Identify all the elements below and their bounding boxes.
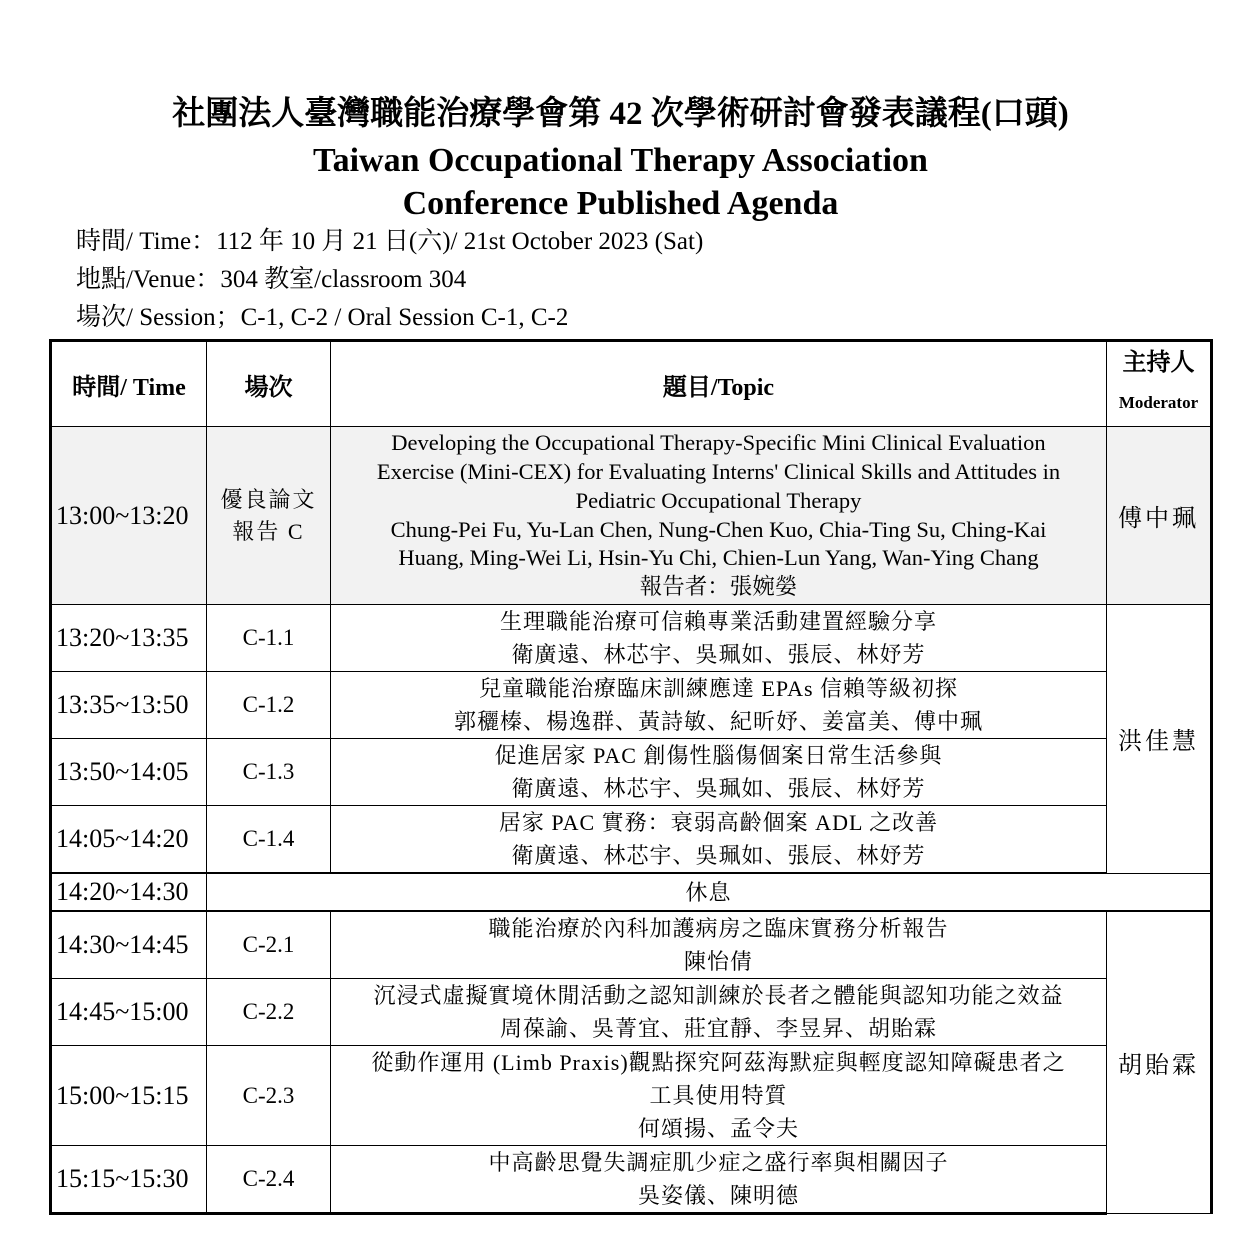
venue-info: 地點/Venue：304 教室/classroom 304: [76, 266, 467, 293]
row-time: 13:20~13:35: [51, 605, 207, 672]
authors-line: Chung-Pei Fu, Yu-Lan Chen, Nung-Chen Kuo, Chia-Ting Su, Ching-Kai: [390, 516, 1047, 542]
table-header-row: [51, 341, 1212, 427]
table-row-award: [51, 427, 1212, 605]
row-time: 14:05~14:20: [51, 806, 207, 874]
authors-line: 何頌揚、孟令夫: [637, 1116, 799, 1141]
topic-line: 兒童職能治療臨床訓練應達 EPAs 信賴等級初探: [478, 676, 959, 701]
page-title-zh: 社團法人臺灣職能治療學會第 42 次學術研討會發表議程(口頭): [172, 96, 1069, 132]
session-label-2: 報告 C: [232, 518, 305, 544]
header-moderator-zh: 主持人: [1122, 350, 1195, 376]
agenda-table: [49, 339, 1213, 1215]
moderator-c2: 胡貽霖: [1107, 911, 1212, 1214]
row-topic: [331, 605, 1107, 672]
table-row: [51, 806, 1212, 874]
time-info: 時間/ Time：112 年 10 月 21 日(六)/ 21st October 2023 (Sat): [76, 228, 704, 255]
authors-line: 吳姿儀、陳明德: [637, 1183, 799, 1208]
topic-line: 工具使用特質: [649, 1083, 788, 1108]
row-time: 13:50~14:05: [51, 739, 207, 806]
page-title-en-line2: Conference Published Agenda: [402, 185, 839, 222]
table-row: [51, 979, 1212, 1046]
row-topic: [331, 1046, 1107, 1146]
row-time: 15:00~15:15: [51, 1046, 207, 1146]
row-topic: [331, 427, 1107, 605]
topic-line: Exercise (Mini-CEX) for Evaluating Interns' Clinical Skills and Attitudes in: [376, 459, 1061, 485]
topic-line: 從動作運用 (Limb Praxis)觀點探究阿茲海默症與輕度認知障礙患者之: [371, 1050, 1066, 1075]
header-time: 時間/ Time: [51, 341, 207, 427]
table-row-break: [51, 873, 1212, 911]
table-row: [51, 739, 1212, 806]
authors-line: 周葆諭、吳菁宜、莊宜靜、李昱昇、胡貽霖: [499, 1016, 937, 1041]
authors-line: 衛廣遠、林芯宇、吳珮如、張辰、林妤芳: [511, 776, 926, 801]
row-time: 14:20~14:30: [51, 873, 207, 911]
topic-line: 沉浸式虛擬實境休閒活動之認知訓練於長者之體能與認知功能之效益: [373, 983, 1064, 1008]
authors-line: 衛廣遠、林芯宇、吳珮如、張辰、林妤芳: [511, 843, 926, 868]
row-topic: [331, 672, 1107, 739]
topic-line: 職能治療於內科加護病房之臨床實務分析報告: [488, 916, 949, 941]
table-row: [51, 672, 1212, 739]
row-topic: [331, 806, 1107, 874]
row-moderator: 傅中珮: [1107, 427, 1212, 605]
topic-line: 居家 PAC 實務：衰弱高齡個案 ADL 之改善: [498, 810, 939, 835]
topic-line: 生理職能治療可信賴專業活動建置經驗分享: [499, 609, 937, 634]
row-session: C-1.1: [207, 605, 331, 672]
topic-line: 中高齡思覺失調症肌少症之盛行率與相關因子: [488, 1150, 949, 1175]
topic-line: Pediatric Occupational Therapy: [575, 487, 862, 513]
row-topic: [331, 979, 1107, 1046]
row-time: 15:15~15:30: [51, 1146, 207, 1214]
row-session: C-2.4: [207, 1146, 331, 1214]
row-time: 14:45~15:00: [51, 979, 207, 1046]
authors-line: 衛廣遠、林芯宇、吳珮如、張辰、林妤芳: [511, 642, 926, 667]
authors-line: Huang, Ming-Wei Li, Hsin-Yu Chi, Chien-Lun Yang, Wan-Ying Chang: [398, 545, 1039, 571]
authors-line: 郭穲榛、楊逸群、黃詩敏、紀昕妤、姜富美、傅中珮: [453, 709, 983, 734]
session-info: 場次/ Session；C-1, C-2 / Oral Session C-1, C-2: [76, 304, 569, 331]
topic-line: Developing the Occupational Therapy-Specific Mini Clinical Evaluation: [391, 430, 1046, 456]
row-session: [207, 427, 331, 605]
row-topic: [331, 739, 1107, 806]
session-label-1: 優良論文: [220, 486, 317, 512]
row-topic: [331, 1146, 1107, 1214]
row-topic: [331, 911, 1107, 979]
row-session: C-1.3: [207, 739, 331, 806]
header-topic: 題目/Topic: [331, 341, 1107, 427]
table-row: [51, 605, 1212, 672]
header-moderator: [1107, 341, 1212, 427]
row-time: 13:00~13:20: [51, 427, 207, 605]
authors-line: 陳怡倩: [683, 949, 753, 974]
topic-line: 促進居家 PAC 創傷性腦傷個案日常生活參與: [494, 743, 943, 768]
page-title-en-line1: Taiwan Occupational Therapy Association: [313, 142, 928, 179]
row-session: C-2.1: [207, 911, 331, 979]
break-label: 休息: [207, 873, 1212, 911]
row-session: C-1.2: [207, 672, 331, 739]
header-moderator-en: Moderator: [1118, 393, 1199, 412]
moderator-c1: 洪佳慧: [1107, 605, 1212, 874]
header-session: 場次: [207, 341, 331, 427]
table-row: [51, 911, 1212, 979]
table-row: [51, 1046, 1212, 1146]
row-session: C-2.2: [207, 979, 331, 1046]
row-session: C-2.3: [207, 1046, 331, 1146]
presenter-line: 報告者：張婉嫈: [639, 573, 798, 599]
row-time: 14:30~14:45: [51, 911, 207, 979]
row-time: 13:35~13:50: [51, 672, 207, 739]
row-session: C-1.4: [207, 806, 331, 874]
table-row: [51, 1146, 1212, 1214]
